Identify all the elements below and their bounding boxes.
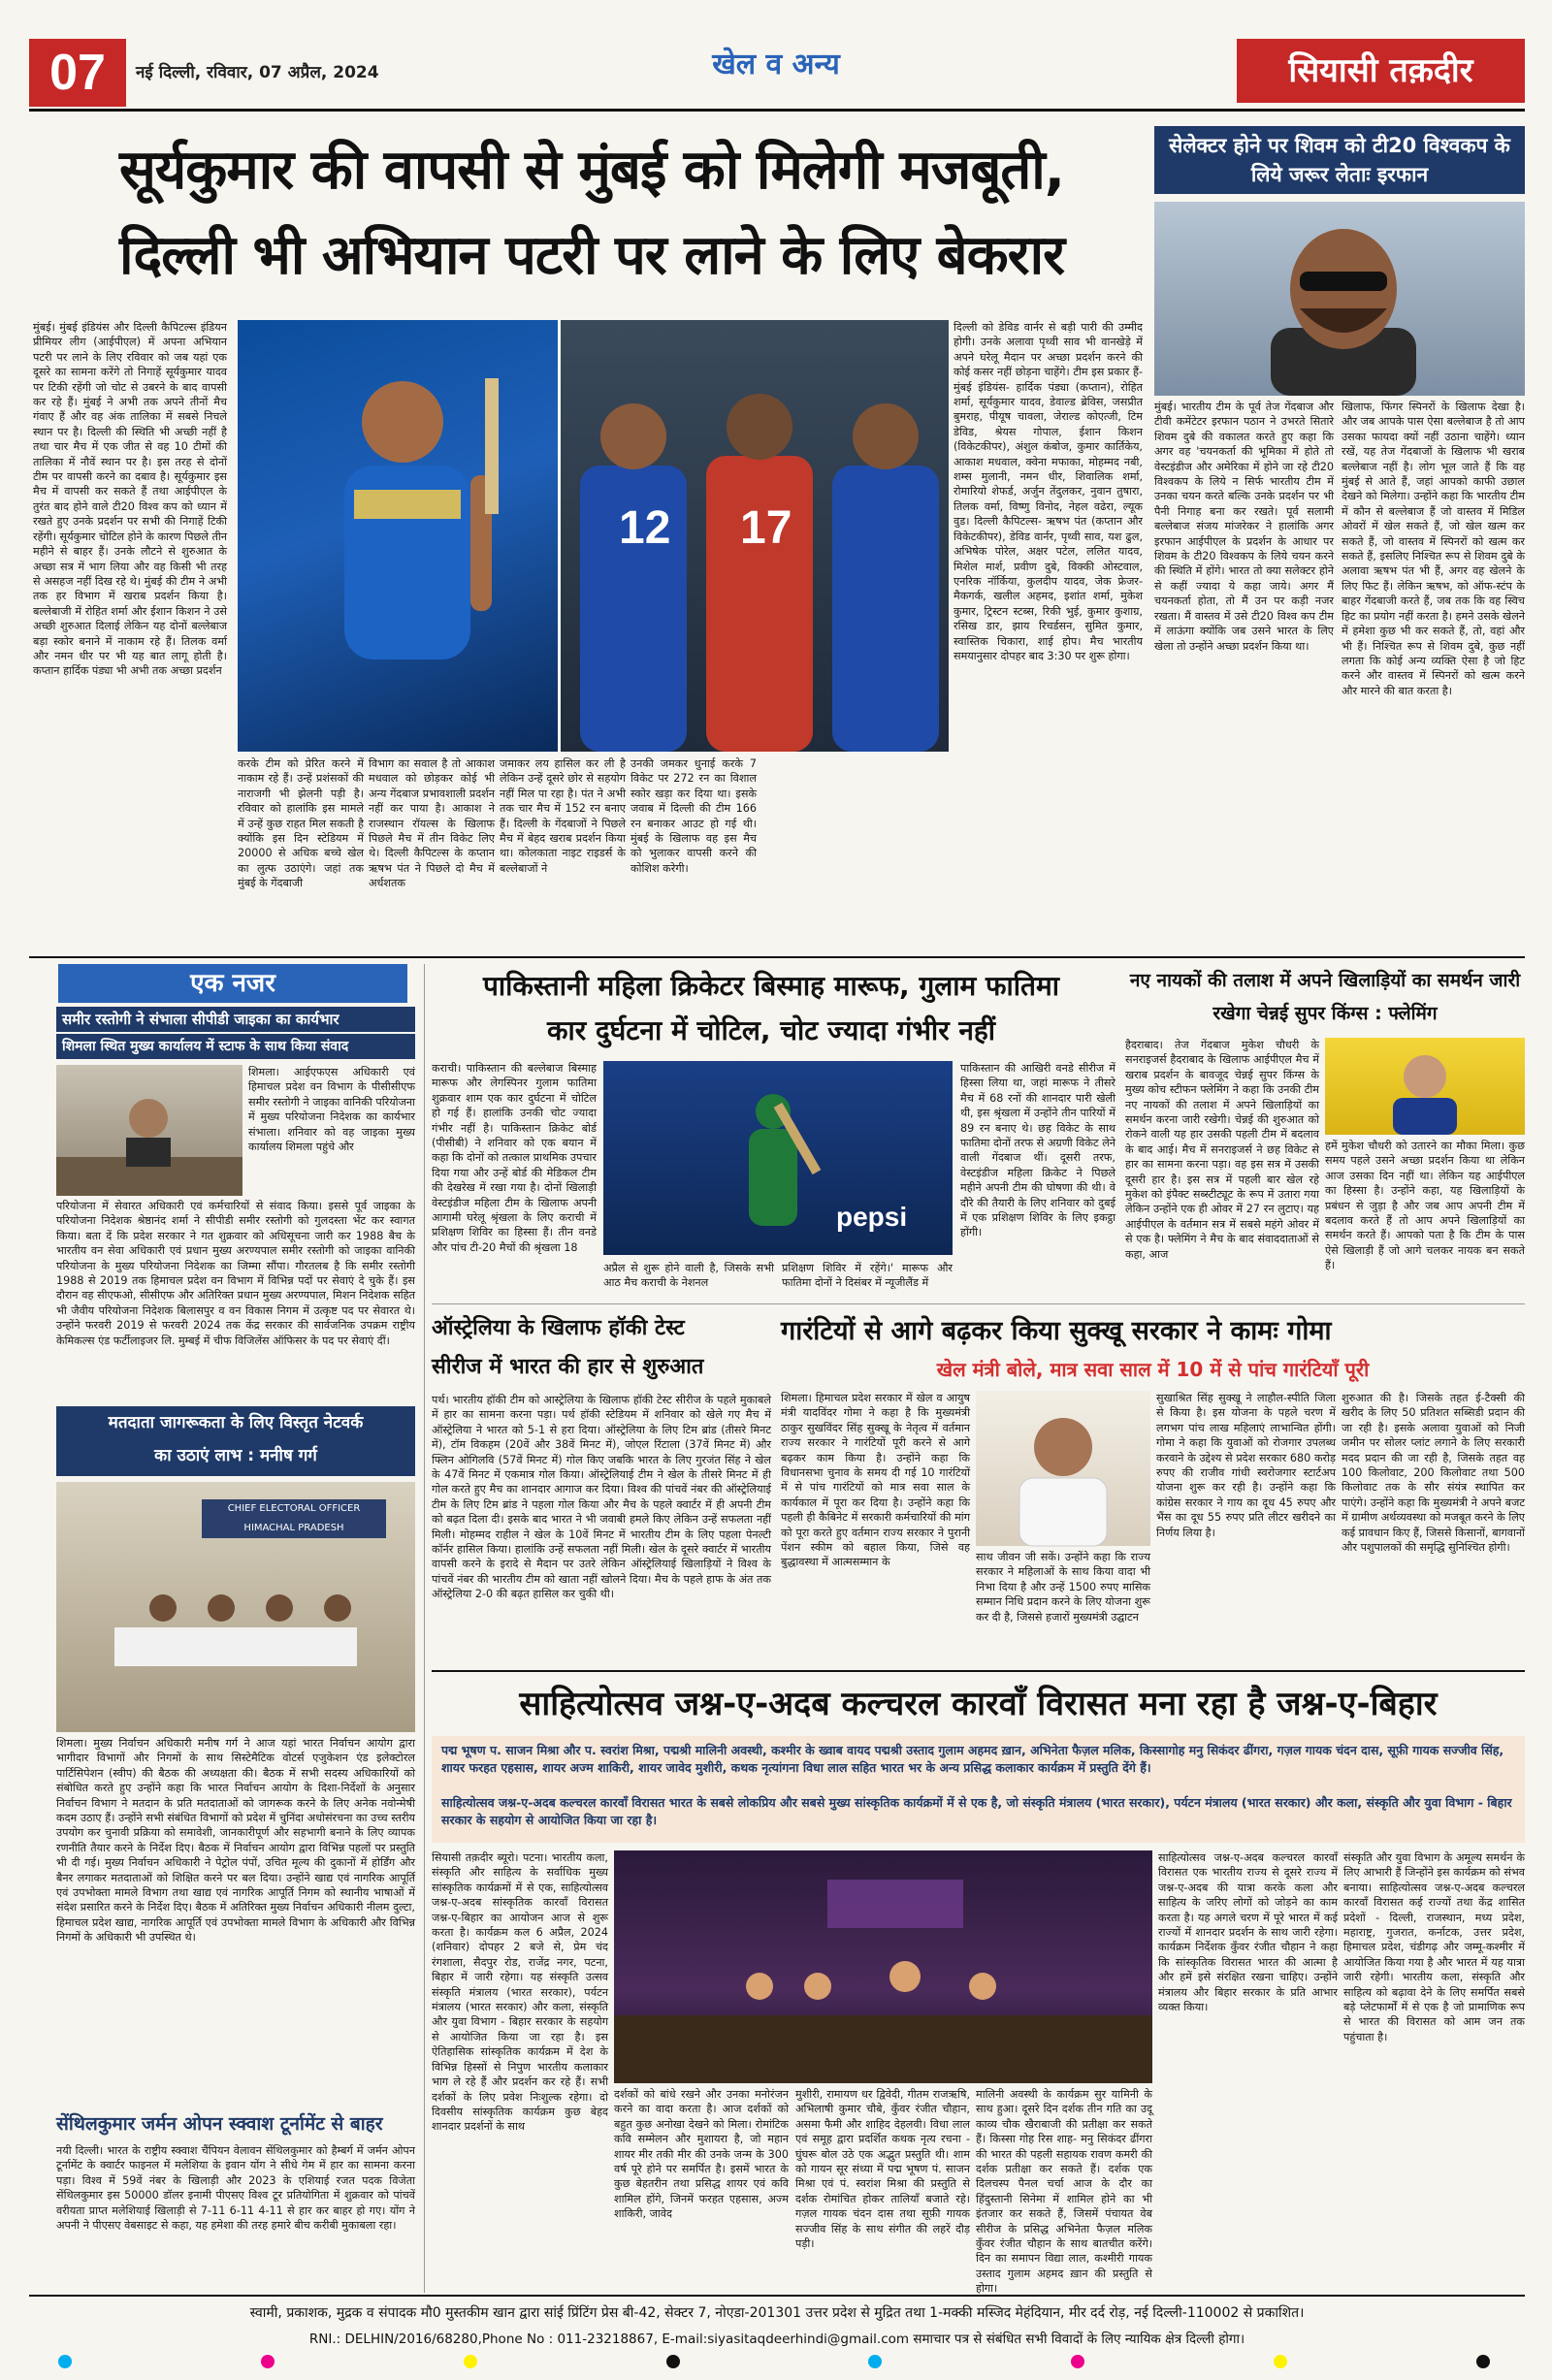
gomaa-photo [976,1391,1150,1546]
sahitya-col-4: मालिनी अवस्थी के कार्यक्रम सुर यामिनी के साथ हुआ। दूसरे दिन दर्शक तीन गति का उदू काव्य चौक खैराबाजी की प्रतीक्षा कर सकते हैं। किस्सा गोह रिस शाह- मनु सिकंदर ढींगरा की भारत की पहली सहायक रावण कमरी की दर्शक प्रतीक्षा कर सकते हैं। दर्शक एक दिलचस्प पैनल चर्चा आज के दौर का हिंदुस्तानी सिनेमा में शामिल होने का भी इंतजार कर सकते हैं, जिसमें पंचायत वेब सीरीज के प्रसिद्ध अभिनेता फैज़ल मलिक कुँवर रंजीत चौहान के साथ बातचीत करेंगे। दिन का समापन विद्या लाल, कश्मीरी गायक उस्ताद गुलाम अहमद ख़ान की प्रस्तुति से होगा। [976,2088,1152,2296]
bismah-headline-2: कार दुर्घटना में चोटिल, चोट ज्यादा गंभीर नहीं [546,1014,996,1046]
lead-col-6: दिल्ली को डेविड वार्नर से बड़ी पारी की उम्मीद होगी। उनके अलावा पृथ्वी साव भी वानखेड़े में अपने घरेलू मैदान पर अच्छा प्रदर्शन करने की कोई कसर नहीं छोड़ना चाहेंगे। टीम इस प्रकार हैं- मुंबई इंडियंस- हार्दिक पंड्या (कप्तान), रोहित शर्मा, सूर्यकुमार यादव, डेवाल्ड ब्रेविस, जसप्रीत बुमराह, पीयूष चावला, जेराल्ड कोएत्जी, टिम डेविड, श्रेयस गोपाल, ईशान किशन (विकेटकीपर), अंशुल कंबोज, कुमार कार्तिकेय, आकाश मधवाल, क्वेना मफाका, मोहम्मद नबी, शम्स मुलानी, नमन धीर, शिवालिक शर्मा, रोमारियो शेफर्ड, अर्जुन तेंदुलकर, नुवान तुषारा, तिलक वर्मा, विष्णु विनोद, नेहल वढेरा, ल्यूक वुड। दिल्ली कैपिटल्स- ऋषभ पंत (कप्तान और विकेटकीपर), डेविड वार्नर, पृथ्वी साव, यश ढुल, अभिषेक पोरेल, अक्षर पटेल, ललित यादव, मिशेल मार्श, प्रवीण दुबे, विक्की ओस्टवाल, एनरिक नॉर्किया, कुलदीप यादव, जेक फ्रेजर-मैकगर्क, खलील अहमद, इशांत शर्मा, मुकेश कुमार, ट्रिस्टन स्टब्स, रिकी भुई, कुमार कुशाग्र, रसिख डार, झाय रिचर्डसन, सुमित कुमार, स्वास्तिक चिकारा, शाई होप। मैच भारतीय समयानुसार दोपहर बाद 3:30 पर शुरू होगा। [954,321,1143,662]
reg-mark-icon [464,2355,477,2368]
reg-mark-icon [1476,2355,1490,2368]
date-line: नई दिल्ली, रविवार, 07 अप्रैल, 2024 [136,63,379,82]
gomaa-headline: गारंटियों से आगे बढ़कर किया सुक्खू सरकार ने कामः गोमा [781,1316,1332,1346]
hockey-headline [432,1309,771,1389]
ek-nazar-body: परियोजना में सेवारत अधिकारी एवं कर्मचारियों से संवाद किया। इससे पूर्व जाइका के परियोजना निदेशक श्रेष्ठानंद शर्मा ने सीपीडी समीर रस्तोगी को गुलदस्ता भेंट कर स्वागत किया। बता दें कि प्रदेश सरकार ने गत शुक्रवार को अधिसूचना जारी कर 1988 बैच के भारतीय वन सेवा अधिकारी एवं प्रधान मुख्य अरण्यपाल समीर रस्तोगी को जाइका वानिकी परियोजना के मुख्य परियोजना निदेशक का जिम्मा सौंपा। गौरतलब है कि समीर रस्तोगी 1988 से 2019 तक हिमाचल प्रदेश वन विभाग में विभिन्न पदों पर सेवाएं दे चुके हैं। इस दौरान वह सीएफओ, सीसीएफ और अतिरिक्त प्रधान मुख्य अरण्यपाल, मिशन निदेशक सहित भी जैवीय परियोजना निदेशक बिलासपुर व वन विकास निगम में उत्कृष्ट पद पर सेवारत थे। उन्होंने फरवरी 2019 से फरवरी 2024 तक केंद्र सरकार की सार्वजनिक उपक्रम राष्ट्रीय केमिकल्स एंड फर्टीलाइजर लि. मुम्बई में चीफ विजिलेंस ऑफिसर के पद पर सेवाएं दीं। [56,1200,415,1347]
sahitya-bullet-1: पद्म भूषण प. साजन मिश्रा और प. स्वरांश मिश्रा, पद्मश्री मालिनी अवस्थी, कश्मीर के ख्वाब वायद पद्मश्री उस्ताद गुलाम अहमद ख़ान, अभिनेता फैज़ल मलिक, किस्सागोह मनु सिकंदर ढींगरा, गज़ल गायक चंदन दास, सूफ़ी गायक सज्जीव सिंह, शायर फरहत एहसास, शायर अज्म शाकिरी, शायर जावेद मुशीरी, कथक नृत्यांगना विधा लाल सहित भारत भर के अन्य प्रसिद्ध कलाकार कार्यक्रम में प्रस्तुति देंगे हैं। [441,1743,1504,1775]
bismah-headline-1: पाकिस्तानी महिला क्रिकेटर बिस्माह मारूफ, गुलाम फातिमा [483,970,1059,1002]
lead-headline [29,128,1154,322]
ek-nazar-body-right: शिमला। आईएफएस अधिकारी एवं हिमाचल प्रदेश वन विभाग के पीसीसीएफ समीर रस्तोगी ने जाइका वानिकी परियोजना में मुख्य परियोजना निदेशक का कार्यभार संभाला। शनिवार को वह जाइका मुख्य कार्यालय शिमला पहुंचे और [248,1066,415,1154]
minister-portrait-icon [976,1391,1150,1546]
conference-room-icon [56,1482,415,1732]
section-divider-2 [432,1303,1525,1304]
hockey-body: पर्थ। भारतीय हॉकी टीम को आस्ट्रेलिया के खिलाफ हॉकी टेस्ट सीरीज के पहले मुकाबले में हार का सामना करना पड़ा। पर्थ हॉकी स्टेडियम में शनिवार को खेले गए मैच में ऑस्ट्रेलिया ने भारत को 5-1 से हरा दिया। ऑस्ट्रेलिया के लिए टिम ब्रांड (तीसरे मिनट में), टॉम विकहम (20वें और 38वें मिनट में), जोएल रिंटाला (37वें मिनट में) और फ्लिन ओगिलवि (57वें मिनट में) गोल किए जबकि भारत के लिए गुरजंत सिंह ने खेल के 47वें मिनट में एकमात्र गोल किया। ऑस्ट्रेलियाई टीम ने खेल के तीसरे मिनट में ही गोल करते हुए मैच का शानदार आगाज कर दिया। विश्व की पांचवें नंबर की ऑस्ट्रेलियाई टीम के लिए टिम ब्रांड ने पहला गोल किया और मैच के पहले क्वार्टर में ही अपनी टीम को बढ़त दिला दी। इसके बाद भारत ने भी जवाबी हमले किए लेकिन उन्हें सफलता नहीं मिली। मोहम्मद राहील ने खेल के 10वें मिनट में भारतीय टीम के लिए पहला पेनल्टी कॉर्नर हासिल किया। हालांकि उन्हें सफलता नहीं मिली। खेल के दूसरे क्वार्टर में भारतीय वापसी करने के इरादे से मैदान पर उतरे लेकिन ऑस्ट्रेलियाई खिलाड़ियों ने विश्व के पांचवें नंबर की भारतीय टीम को खाता नहीं खोलने दिया। मैच के पहले हाफ के अंत तक ऑस्ट्रेलिया 2-0 की बढ़त हासिल कर चुकी थी। [432,1394,771,1601]
csk-body-bottom: हमें मुकेश चौधरी को उतारने का मौका मिला। कुछ समय पहले उसने अच्छा प्रदर्शन किया था लेकिन आज उसका दिन नहीं था। लेकिन यह आईपीएल का हिस्सा है। उन्होंने कहा, यह खिलाड़ियों के प्रबंधन से जुड़ा है और जब आप अपनी टीम में बदलाव करते हैं तो आप अपने खिलाड़ियों का समर्थन करते हैं। आपको पता है कि टीम के पास ऐसे खिलाड़ी हैं जो आगे चलकर नायक बन सकते हैं। [1325,1140,1525,1272]
reg-mark-icon [1274,2355,1287,2368]
matdata-photo [56,1482,415,1732]
bismah-col-2: अप्रैल से शुरू होने वाली है, जिसके सभी आठ मैच कराची के नेशनल [603,1262,774,1290]
matdata-banner: CHIEF ELECTORAL OFFICER HIMACHAL PRADESH [202,1499,386,1538]
gomaa-subhead: खेल मंत्री बोले, मात्र सवा साल में 10 में से पांच गारंटियाँ पूरी [936,1358,1370,1381]
sahitya-col-5: साहित्योत्सव जश्न-ए-अदब कल्चरल कारवाँ विरासत एक भारतीय राज्य से दूसरे राज्य में जश्न-ए-अदब की यात्रा करके कला और साहित्य के जरिए लोगों को जोड़ने का काम करता है। यह अगले चरण में पूरे भारत में कई राज्यों में शानदार प्रदर्शन के साथ जारी रहेगा। कार्यक्रम निर्देशक कुँवर रंजीत चौहान ने कहा कि सांस्कृतिक विरासत भारत की आत्मा है और हमें इसे संरक्षित रखना चाहिए। उन्होंने मंत्रालय और बिहार सरकार के प्रति आभार व्यक्त किया। [1158,1851,1338,2014]
reg-mark-icon [868,2355,882,2368]
masthead-rule [29,109,1525,112]
player-figure-icon [238,320,558,752]
bismah-photo [603,1061,953,1255]
sahitya-bullet-box [432,1736,1525,1843]
gomaa-col-2: साथ जीवन जी सकें। उन्होंने कहा कि राज्य सरकार ने महिलाओं के साथ किया वादा भी निभा दिया है और उन्हें 1500 रुपए मासिक सम्मान निधि प्रदान करने के लिए योजना शुरू कर दी है, जिससे हजारों मुख्यमंत्री उद्घाटन [976,1551,1150,1624]
vertical-divider [424,964,425,2293]
gomaa-col-3: सुखाश्रित सिंह सुक्खू ने लाहौल-स्पीति जिला से किया है। इस योजना के पहले चरण में लगभग पांच लाख महिलाएं लाभान्वित होंगी। गोमा ने कहा कि युवाओं को रोजगार उपलब्ध करवाने के उद्देश्य से प्रदेश सरकार 680 करोड़ रुपए की राजीव गांधी स्वरोजगार स्टार्टअप योजना शुरू कर रही है। उन्होंने कहा कि कांग्रेस सरकार ने गाय का दूध 45 रुपए और भैंस का दूध 55 रुपए प्रति लीटर खरीदने का निर्णय लिया है। [1156,1392,1336,1539]
csk-photo [1325,1038,1525,1135]
coach-portrait-icon [1325,1038,1525,1135]
ek-nazar-label: एक नजर [58,964,407,1003]
svg-text:12: 12 [619,502,671,554]
csk-body-top: हैदराबाद। तेज गेंदबाज मुकेश चौधरी के सनराइजर्स हैदराबाद के खिलाफ आईपीएल मैच में खराब प्रदर्शन के बावजूद चेन्नई सुपर किंग्स के मुख्य कोच स्टीफन फ्लेमिंग ने कहा कि उनकी टीम नए नायकों की तलाश में अपने खिलाड़ियों का समर्थन करना जारी रखेगी। चेन्नई की शुरुआत को रोकने वाली यह हार उसकी पहली टीम में बदलाव के बाद आई। मैच में सनराइजर्स ने छह विकेट से हार का सामना करना पड़ा। वह इस सत्र में उसकी दूसरी हार है। इस सत्र में पहली बार खेल रहे मुकेश को इंपैक्ट सब्स्टीट्यूट के रूप में उतारा गया लेकिन उन्होंने एक ही ओवर में 27 रन लुटाए। यह आईपीएल के वर्तमान सत्र में सबसे महंगे ओवर में से एक है। फ्लेमिंग ने मैच के बाद संवाददाताओं से कहा, आज [1125,1039,1319,1261]
brand-label: सियासी तक़दीर [1237,39,1525,103]
lead-col-3: विभाग का सवाल है तो आकाश मधवाल को छोड़कर कोई भी अन्य गेंदबाज प्रभावशाली प्रदर्शन नहीं कर पाया है। आकाश ने राजस्थान रॉयल्स के खिलाफ पिछले मैच में तीन विकेट लिए थे। दिल्ली कैपिटल्स के कप्तान ऋषभ पंत ने पिछले दो मैच में अर्धशतक [369,757,495,890]
gomaa-col-1: शिमला। हिमाचल प्रदेश सरकार में खेल व आयुष मंत्री यादविंदर गोमा ने कहा है कि मुख्यमंत्री ठाकुर सुखविंदर सिंह सुक्खू के नेतृत्व में वर्तमान राज्य सरकार ने गारंटियों पूरी करने से आगे बढ़कर काम किया है। उन्होंने कहा कि विधानसभा चुनाव के समय दी गई 10 गारंटियों में से पांच गारंटियों को मात्र सवा साल के कार्यकाल में पूरा कर दिया है। उन्होंने कहा कि पहली ही कैबिनेट में सरकारी कर्मचारियों की मांग को पूरा करते हुए वर्तमान राज्य सरकार ने पुरानी पेंशन स्कीम को बहाल किया, जिसे वह बुद्धावस्था में आत्मसम्मान के [781,1392,970,1569]
ek-nazar-headline: समीर रस्तोगी ने संभाला सीपीडी जाइका का कार्यभार [56,1007,415,1032]
footer-reg: RNI.: DELHIN/2016/68280,Phone No : 011-23218867, E-mail:siyasitaqdeerhindi@gmail.com समाचार पत्र से संबंधित सभी विवादों के लिए न्यायिक क्षेत्र दिल्ली होगा। [308,2332,1245,2347]
stage-performance-icon [614,1850,1152,2083]
hockey-headline-2: सीरीज में भारत की हार से शुरुआत [432,1355,704,1379]
matdata-headline [56,1406,415,1476]
lead-col-5: उनकी जमकर धुनाई करके 7 विकेट पर 272 रन का विशाल स्कोर खड़ा कर दिया था। इसके जवाब में दिल्ली की टीम 166 रन बनाकर आउट हो गई थी। मुंबई के खिलाफ वह इस मैच को भुलाकर वापसी करने की कोशिश करेगी। [630,757,757,875]
print-registration-marks [58,2355,1494,2374]
irfan-headline: सेलेक्टर होने पर शिवम को टी20 विश्वकप के लिये जरूर लेताः इरफान [1154,126,1525,194]
section-divider-1 [29,956,1525,958]
irfan-col-2: खिलाफ, फिंगर स्पिनरों के खिलाफ देखा है। और जब आपके पास ऐसा बल्लेबाज है तो आप उसका फायदा क्यों नहीं उठाना चाहेंगे। ध्यान रखें, यह तेज गेंदबाजों के खिलाफ भी खराब बल्लेबाज नहीं है। लोग भूल जाते हैं कि वह मुंबई से आते हैं, जहां आपको काफी उछाल देखने को मिलेगा। उन्होंने कहा कि भारतीय टीम में कौन से बल्लेबाज हैं जो वास्तव में मिडिल ओवरों में खेल सकते हैं, जो खेल खत्म कर सकते हैं, जो वास्तव में स्पिनरों को खत्म कर सकते हैं, इसलिए निश्चित रूप से शिवम दुबे के अलावा ऋषभ पंत भी हैं, अगर वह खेलने के लिए फिट हैं। लेकिन ऋषभ, को ऑफ-स्टंप के बाहर गेंदबाजी करते हैं, जब तक कि वह स्विच हिट का प्रयोग नहीं करता है। हमने उसके खेलने में हमेशा कुछ भी कर सकते हैं, तो, वहां और भी हैं। निश्चित रूप से शिवम दुबे, कुछ नहीं लगता कि कोई अन्य व्यक्ति ऐसा है जो हिट करने और वास्तव में स्पिनरों को खत्म करने और मारने की बात करता है। [1342,401,1525,697]
lead-col-4: जमाकर लय हासिल कर ली है लेकिन उन्हें दूसरे छोर से सहयोग नहीं मिल पा रहा है। पंत ने अभी तक चार मैच में 152 रन बनाए हैं। दिल्ली के गेंदबाजों ने पिछले मैच में बेहद खराब प्रदर्शन किया था। कोलकाता नाइट राइडर्स के बल्लेबाजों ने [500,757,626,875]
ek-nazar-photo [56,1065,242,1196]
hockey-headline-1: ऑस्ट्रेलिया के खिलाफ हॉकी टेस्ट [432,1316,685,1340]
bismah-headline [432,964,1111,1053]
lead-photo-delhi-team [561,320,949,752]
page-number: 07 [29,39,126,107]
gomaa-col-4: शुरुआत की है। जिसके तहत ई-टैक्सी की खरीद के लिए 50 प्रतिशत सब्सिडी प्रदान की जा रही है। इसके अलावा युवाओं को निजी जमीन पर सोलर प्लांट लगाने के लिए सरकारी मदद प्रदान की जा रही है, जिसके तहत वह 100 किलोवाट, 200 किलोवाट तथा 500 किलोवाट तक के सौर संयंत्र स्थापित कर पाएंगे। उन्होंने कहा कि मुख्यमंत्री ने अपने बजट में ग्रामीण अर्थव्यवस्था को मजबूत करने के लिए कई प्रावधान किए हैं, जिससे किसानों, बागवानों और पशुपालकों की समृद्धि सुनिश्चित होगी। [1342,1392,1525,1555]
sahitya-headline: साहित्योत्सव जश्न-ए-अदब कल्चरल कारवाँ विरासत मना रहा है जश्न-ए-बिहार [519,1685,1438,1723]
reg-mark-icon [666,2355,680,2368]
sahitya-col-1: सियासी तक़दीर ब्यूरो। पटना। भारतीय कला, संस्कृति और साहित्य के सर्वाधिक मुख्य सांस्कृतिक कार्यक्रमों में से एक, साहित्योत्सव जश्न-ए-अदब सांस्कृतिक कारवाँ विरासत जश्न-ए-बिहार का आयोजन आज से शुरू करता है। कार्यक्रम कल 6 अप्रैल, 2024 (शनिवार) दोपहर 2 बजे से, प्रेम चंद रंगशाला, सैदपुर रोड, राजेंद्र नगर, पटना, बिहार में जारी रहेगा। यह संस्कृति उत्सव संस्कृति मंत्रालय (भारत सरकार), पर्यटन मंत्रालय (भारत सरकार) और कला, संस्कृति और युवा विभाग - बिहार सरकार के सहयोग से आयोजित किया जा रहा है। इस ऐतिहासिक सांस्कृतिक कार्यक्रम में देश के विभिन्न हिस्सों से निपुण भारतीय कलाकार भाग ले रहे हैं और प्रदर्शन कर रहे हैं। सभी दर्शकों के लिए प्रवेश निःशुल्क रहेगा। दो दिवसीय सांस्कृतिक कार्यक्रम कुछ बेहद शानदार प्रदर्शनों के साथ [432,1851,608,2134]
sahitya-photo [614,1850,1152,2083]
section-divider-3 [432,1670,1525,1672]
matdata-headline-2: का उठाएं लाभ : मनीष गर्ग [154,1446,317,1465]
csk-headline: नए नायकों की तलाश में अपने खिलाड़ियों का समर्थन जारी रखेगा चेन्नई सुपर किंग्स : फ्लेमिंग [1129,970,1521,1024]
lead-photo-suryakumar [238,320,558,752]
squash-body: नयी दिल्ली। भारत के राष्ट्रीय स्क्वाश चैंपियन वेलावन सेंथिलकुमार को हैम्बर्ग में जर्मन ओपन टूर्नामेंट के क्वार्टर फाइनल में मलेशिया के इवान योंग ने सीधे गेम में हार का सामना करना पड़ा। विश्व में 59वें नंबर के खिलाड़ी और 2023 के एशियाई रजत पदक विजेता सेंथिलकुमार इस 50000 डॉलर इनामी पीएसए विश्व टूर प्रतियोगिता में शुक्रवार को पांचवें वरीयता प्राप्त मलेशियाई खिलाड़ी से 7-11 6-11 4-11 से हार कर बाहर हो गए। योंग ने अपनी ने पीएसए वेबसाइट से कहा, यह हमेशा की तरह हमारे बीच करीबी मुकाबला रहा। [56,2144,415,2233]
sahitya-col-6: संस्कृति और युवा विभाग के अमूल्य समर्थन के लिए आभारी हैं जिन्होंने इस कार्यक्रम को संभव बनाया। साहित्योत्सव जश्न-ए-अदब कल्चरल कारवाँ विरासत कई राज्यों तथा केंद्र शासित प्रदेशों - दिल्ली, राजस्थान, मध्य प्रदेश, महाराष्ट्र, गुजरात, कर्नाटक, उत्तर प्रदेश, हिमाचल प्रदेश, चंडीगढ़ और जम्मू-कश्मीर में आयोजित किया गया है और भारत में यह यात्रा जारी रहेगी। भारतीय कला, संस्कृति और साहित्य को बढ़ावा देने के लिए समर्पित सबसे बड़े प्लेटफार्मों में से एक है जो प्रामाणिक रूप से भारत की विरासत को आम जन तक पहुंचाता है। [1343,1851,1525,2043]
irfan-photo [1154,202,1525,396]
bismah-col-3: प्रशिक्षण शिविर में रहेंगे।' मारूफ और फातिमा दोनों ने दिसंबर में न्यूजीलैंड में [782,1262,953,1290]
matdata-headline-1: मतदाता जागरूकता के लिए विस्तृत नेटवर्क [108,1413,364,1432]
irfan-col-1: मुंबई। भारतीय टीम के पूर्व तेज गेंदबाज और टीवी कमेंटेटर इरफान पठान ने उभरते सितारे शिवम दुबे की वकालत करते हुए कहा कि अगर वह 'चयनकर्ता की भूमिका में होते तो वेस्टइंडीज और अमेरिका में होने जा रहे टी20 विश्वकप के लिये न सिर्फ भारतीय टीम में उनका चयन करते बल्कि उनके प्रदर्शन पर भी पैनी निगाह बना कर रखते। पूर्व सलामी बल्लेबाज संजय मांजरेकर ने हालांकि अगर इरफान आईपीएल के प्रदर्शन के आधार पर शिवम के टी20 विश्वकप के लिये चयन करने की स्थिति में होंगे। भारत तो क्या सलेक्टर होने से कहीं ज्यादा ये कहा जाये। अगर मैं चयनकर्ता होता, तो मैं उन पर कड़ी नजर रखता। मैं वास्तव में उसे टी20 विश्व कप टीम में लाऊंगा क्योंकि जब उसने भारत के लिए खेला तो उन्होंने अच्छा प्रदर्शन किया था। [1154,401,1334,653]
lead-col-2: करके टीम को प्रेरित करने में नाकाम रहे हैं। उन्हें प्रशंसकों की नाराजगी भी झेलनी पड़ी है। रविवार को हालांकि इस मामले में उन्हें कुछ राहत मिल सकती है क्योंकि इस दिन स्टेडियम में 20000 से अधिक बच्चे खेल का लुत्फ उठाएंगे। जहां तक मुंबई के गेंदबाजी [238,757,364,890]
bismah-col-4: पाकिस्तान की आखिरी वनडे सीरीज में हिस्सा लिया था, जहां मारूफ ने तीसरे मैच में 68 रनों की शानदार पारी खेली थी, इस श्रृंखला में उन्होंने तीन पारियों में 89 रन बनाए थे। छह विकेट के साथ फातिमा दोनों तरफ से अग्रणी विकेट लेने वाली गेंदबाज थीं। दूसरी तरफ, वेस्टइंडीज महिला क्रिकेट ने पिछले महीने अपनी टीम की घोषणा की थी। वे दौरे की तैयारी के लिए शनिवार को दुबई में एक प्रशिक्षण शिविर के लिए इकट्ठा होंगी। [960,1062,1116,1239]
matdata-body: शिमला। मुख्य निर्वाचन अधिकारी मनीष गर्ग ने आज यहां भारत निर्वाचन आयोग द्वारा भागीदार विभागों और निगमों के साथ सिस्टेमैटिक वोटर्स एजुकेशन एंड इलेक्टोरल पार्टिसिपेशन (स्वीप) की बैठक की अध्यक्षता की। बैठक में सभी सदस्य अधिकारियों को संबोधित करते हुए उन्होंने कहा कि भारत निर्वाचन आयोग के दिशा-निर्देशों के अनुसार निर्वाचन विभाग ने मतदान के प्रति मतदाताओं को जागरूक करने के लिए अनेक नवोन्मेषी कदम उठाए हैं। उन्होंने सभी संबंधित विभागों को प्रदेश में चुनिंदा अधोसंरचना का उच्च स्तरीय उपयोग कर चुनावी प्रक्रिया को समावेशी, जानकारीपूर्ण और सहभागी बनाने के लिए व्यापक रणनीति तैयार करने के निर्देश दिए। बैठक में निर्वाचन आयोग द्वारा विभिन्न पहलों पर प्रस्तुति भी दी गई। मुख्य निर्वाचन अधिकारी ने पेट्रोल पंपों, उचित मूल्य की दुकानों में होर्डिंग और बैनर लगाकर मतदाताओं को शिक्षित करने पर बल दिया। उन्होंने खाद्य एवं नागरिक आपूर्ति एवं उपभोक्ता मामले विभाग तथा खाद्य एवं नागरिक आपूर्ति निगम को स्थानीय भाषाओं में संदेश प्रसारित करने के निर्देश दिए। बैठक में अतिरिक्त मुख्य निर्वाचन अधिकारी नीलम दुल्टा, हिमाचल प्रदेश खाद्य, नागरिक आपूर्ति एवं उपभोक्ता मामले विभाग के अधिकारी और विभिन्न निगमों के अधिकारी भी उपस्थित थे। [56,1737,415,1945]
svg-text:pepsi: pepsi [836,1202,908,1232]
lead-headline-line-2: दिल्ली भी अभियान पटरी पर लाने के लिए बेकरार [119,224,1064,287]
section-title: खेल व अन्य [712,48,840,81]
svg-text:17: 17 [740,502,792,554]
sahitya-col-3: मुशीरी, रामायण धर द्विवेदी, गीतम राजऋषि, अभिलाषी कुमार चौबे, कुँवर रंजीत चौहान, असमा फैमी और शाहिद देहलवी। विधा लाल एवं समूह द्वारा प्रदर्शित कथक नृत्य रचना - घुंघरू बोल उठे एक अद्भुत प्रस्तुति थी। शाम को गायन सूर संध्या में पद्म भूषण पं. साजन मिश्रा एवं पं. स्वरांश मिश्रा की प्रस्तुति से दर्शक रोमांचित होकर तालियाँ बजाते रहे। गज़ल गायक चंदन दास तथा सूफ़ी गायक सज्जीव सिंह के साथ संगीत की लहरें दौड़ पड़ी। [795,2088,970,2251]
footer-imprint: स्वामी, प्रकाशक, मुद्रक व संपादक मौ0 मुस्तकीम खान द्वारा सांई प्रिंटिंग प्रेस बी-42, सेक्टर 7, नोएडा-201301 उत्तर प्रदेश से मुद्रित तथा 1-मक्की मस्जिद मेहंदियान, मीर दर्द रोड़, नई दिल्ली-110002 से प्रकाशित। [249,2305,1305,2321]
irfan-portrait-icon [1154,202,1525,396]
lead-headline-line-1: सूर्यकुमार की वापसी से मुंबई को मिलेगी मजबूती, [118,139,1065,202]
reg-mark-icon [58,2355,72,2368]
office-meeting-icon [56,1065,242,1196]
masthead [29,39,1525,114]
ek-nazar-subhead: शिमला स्थित मुख्य कार्यालय में स्टाफ के साथ किया संवाद [56,1034,415,1059]
reg-mark-icon [1071,2355,1084,2368]
sahitya-col-2: दर्शकों को बांधे रखने और उनका मनोरंजन करने का वादा करता है। आज दर्शकों को बहुत कुछ अनोखा देखने को मिला। रोमांटिक कवि सम्मेलन और मुशायरा है, जो महान शायर मीर तकी मीर की उनके जन्म के 300 वर्ष पूरे होने पर समर्पित है। इसमें भारत के कुछ बेहतरीन तथा प्रसिद्ध शायर एवं कवि शामिल होंगे, जिनमें फरहत एहसास, अज्म शाकिरी, जावेद [614,2088,789,2221]
team-huddle-icon [561,320,949,752]
sahitya-bullet-2: साहित्योत्सव जश्न-ए-अदब कल्चरल कारवाँ विरासत भारत के सबसे लोकप्रिय और सबसे मुख्य सांस्कृतिक कार्यक्रमों में से एक है, जो संस्कृति मंत्रालय (भारत सरकार), पर्यटन मंत्रालय (भारत सरकार) और कला, संस्कृति और युवा विभाग - बिहार सरकार के सहयोग से आयोजित किया जा रहा है। [441,1795,1512,1827]
lead-col-1: मुंबई। मुंबई इंडियंस और दिल्ली कैपिटल्स इंडियन प्रीमियर लीग (आईपीएल) में अपना अभियान पटरी पर लाने के लिए रविवार को जब यहां एक दूसरे का सामना करेंगे तो निगाहें सूर्यकुमार यादव पर टिकी रहेंगी जो चोट से उबरने के बाद वापसी कर रहे हैं। मुंबई ने अभी तक अपने तीनों मैच गंवाए हैं और वह अंक तालिका में सबसे निचले स्थान पर है। दिल्ली की स्थिति भी अच्छी नहीं है तथा चार मैच में एक जीत से वह 10 टीमों की तालिका में नौवें स्थान पर है। इस तरह से दोनों टीम पर वापसी करने का दबाव है। सूर्यकुमार इस मैच में वापसी कर सकते हैं तथा आईपीएल के तुरंत बाद होने वाले टी20 विश्व कप को ध्यान में रखते हुए उनके प्रदर्शन पर सभी की निगाहें टिकी रहेंगी। सूर्यकुमार चोटिल होने के कारण पिछले तीन महीने से बाहर हैं। उनके लौटने से शुरुआत के अच्छा सत्र में भाग लिया और वह किसी भी तरह से असहज नहीं दिख रहे थे। मुंबई की टीम ने अभी तक हर विभाग में खराब प्रदर्शन किया है। बल्लेबाजी में रोहित शर्मा और ईशान किशन ने उसे अच्छी शुरुआत दिलाई लेकिन यह दोनों बल्लेबाज बड़ा स्कोर बनाने में नाकाम रहे हैं। तिलक वर्मा और नमन धीर पर भी यह बात लागू होती है। कप्तान हार्दिक पंड्या भी अभी तक अच्छा प्रदर्शन [33,321,227,678]
footer-rule [29,2295,1525,2297]
batting-figure-icon [603,1061,953,1255]
reg-mark-icon [261,2355,275,2368]
bismah-col-1: कराची। पाकिस्तान की बल्लेबाज बिस्माह मारूफ और लेगस्पिनर गुलाम फातिमा शुक्रवार शाम एक कार दुर्घटना में चोटिल हो गई हैं। हालांकि उनकी चोट ज्यादा गंभीर नहीं है। पाकिस्तान क्रिकेट बोर्ड (पीसीबी) ने शनिवार को एक बयान में कहा कि दोनों को तत्काल प्राथमिक उपचार दिया गया और उन्हें बोर्ड की मेडिकल टीम की देखरेख में रखा गया है। दोनों खिलाड़ी वेस्टइंडीज महिला टीम के खिलाफ अपनी आगामी घरेलू श्रृंखला के लिए कराची में प्रशिक्षण शिविर का हिस्सा हैं। तीन वनडे और पांच टी-20 मैचों की श्रृंखला 18 [432,1062,597,1254]
squash-headline: सेंथिलकुमार जर्मन ओपन स्क्वाश टूर्नामेंट से बाहर [56,2113,383,2135]
